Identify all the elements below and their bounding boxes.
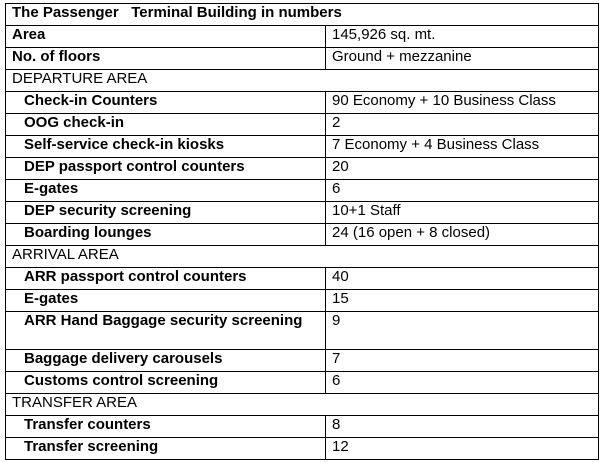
row-value: 24 (16 open + 8 closed): [326, 224, 599, 246]
section-header-row: [6, 70, 599, 92]
section-header-row: [6, 394, 599, 416]
row-value: 40: [326, 268, 599, 290]
table-row: [6, 224, 599, 246]
table-row: [6, 312, 599, 350]
row-label: Boarding lounges: [6, 224, 326, 246]
row-value: 7: [326, 350, 599, 372]
table-row: [6, 26, 599, 48]
table-row: [6, 158, 599, 180]
table-row: [6, 136, 599, 158]
table-row: [6, 268, 599, 290]
row-value: 8: [326, 416, 599, 438]
row-value: 6: [326, 180, 599, 202]
row-label: Area: [6, 26, 326, 48]
row-label: Check-in Counters: [6, 92, 326, 114]
row-value: 10+1 Staff: [326, 202, 599, 224]
section-heading: TRANSFER AREA: [6, 394, 599, 416]
table-row: [6, 438, 599, 460]
row-label: No. of floors: [6, 48, 326, 70]
row-value: 15: [326, 290, 599, 312]
section-heading: DEPARTURE AREA: [6, 70, 599, 92]
row-label: ARR passport control counters: [6, 268, 326, 290]
table-row: [6, 350, 599, 372]
row-value: 90 Economy + 10 Business Class: [326, 92, 599, 114]
row-value: 2: [326, 114, 599, 136]
section-heading: ARRIVAL AREA: [6, 246, 599, 268]
section-header-row: [6, 246, 599, 268]
row-label: Transfer screening: [6, 438, 326, 460]
row-value: 145,926 sq. mt.: [326, 26, 599, 48]
row-label: DEP passport control counters: [6, 158, 326, 180]
table-row: [6, 180, 599, 202]
row-value: 7 Economy + 4 Business Class: [326, 136, 599, 158]
row-label: ARR Hand Baggage security screening: [6, 312, 326, 350]
row-value: 20: [326, 158, 599, 180]
table-row: [6, 202, 599, 224]
row-label: Customs control screening: [6, 372, 326, 394]
table-title-row: [6, 4, 599, 26]
row-value: 6: [326, 372, 599, 394]
table-row: [6, 48, 599, 70]
row-label: Self-service check-in kiosks: [6, 136, 326, 158]
row-value: 12: [326, 438, 599, 460]
row-label: DEP security screening: [6, 202, 326, 224]
row-label: Baggage delivery carousels: [6, 350, 326, 372]
row-value: Ground + mezzanine: [326, 48, 599, 70]
row-label: E-gates: [6, 290, 326, 312]
table-row: [6, 290, 599, 312]
table-row: [6, 114, 599, 136]
table-row: [6, 416, 599, 438]
terminal-stats-table: [5, 3, 599, 460]
table-title: The Passenger Terminal Building in numbers: [6, 4, 599, 26]
row-label: OOG check-in: [6, 114, 326, 136]
row-value: 9: [326, 312, 599, 350]
row-label: Transfer counters: [6, 416, 326, 438]
table-row: [6, 92, 599, 114]
table-row: [6, 372, 599, 394]
row-label: E-gates: [6, 180, 326, 202]
